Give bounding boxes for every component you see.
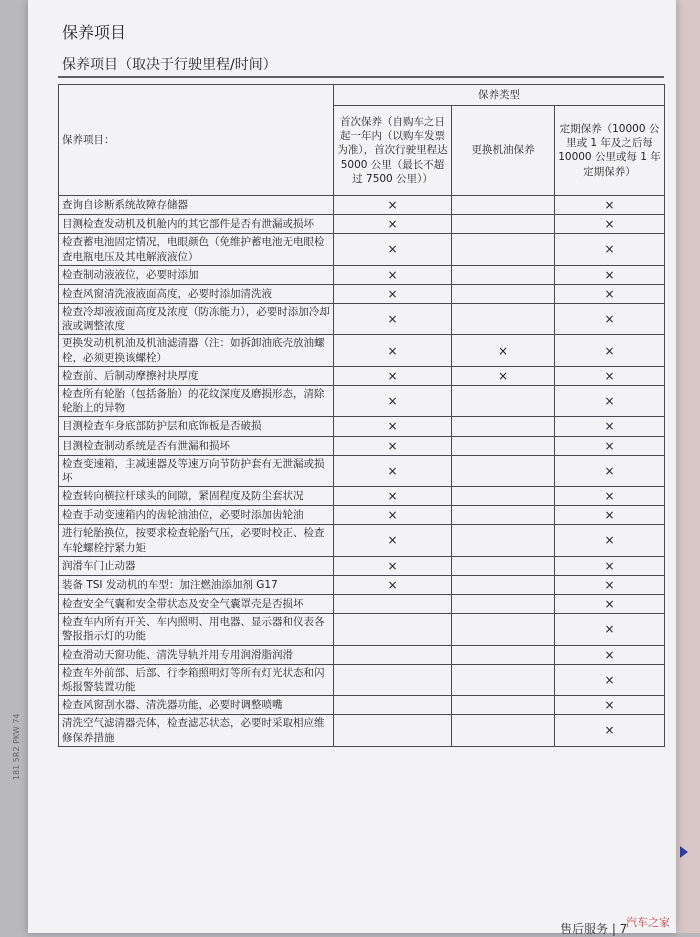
check-mark-cell — [452, 215, 555, 234]
check-mark-cell: × — [555, 645, 665, 664]
table-row — [59, 696, 665, 715]
maintenance-item: 检查手动变速箱内的齿轮油油位，必要时添加齿轮油 — [59, 506, 334, 525]
check-mark-cell: × — [555, 385, 665, 416]
check-mark-cell: × — [555, 525, 665, 556]
maintenance-item: 查询自诊断系统故障存储器 — [59, 196, 334, 215]
table-row — [59, 366, 665, 385]
maintenance-item: 检查制动液液位，必要时添加 — [59, 265, 334, 284]
check-mark-cell — [452, 417, 555, 436]
maintenance-item: 进行轮胎换位，按要求检查轮胎气压，必要时校正、检查车轮螺栓拧紧力矩 — [59, 525, 334, 556]
check-mark-cell — [334, 664, 452, 695]
check-mark-cell — [452, 506, 555, 525]
maintenance-item: 检查前、后制动摩擦衬块厚度 — [59, 366, 334, 385]
maintenance-item: 检查安全气囊和安全带状态及安全气囊罩壳是否损坏 — [59, 595, 334, 614]
check-mark-cell — [452, 664, 555, 695]
table-row — [59, 614, 665, 645]
check-mark-cell: × — [334, 234, 452, 265]
check-mark-cell — [452, 525, 555, 556]
check-mark-cell: × — [334, 335, 452, 366]
table-row — [59, 645, 665, 664]
check-mark-cell: × — [334, 556, 452, 575]
check-mark-cell: × — [334, 385, 452, 416]
check-mark-cell: × — [555, 215, 665, 234]
header-oil-change: 更换机油保养 — [452, 105, 555, 195]
check-mark-cell — [452, 556, 555, 575]
header-first-service: 首次保养（自购车之日起一年内（以购车发票为准），首次行驶里程达 5000 公里（最长不超过 7500 公里）） — [334, 105, 452, 195]
maintenance-item: 目测检查制动系统是否有泄漏和损坏 — [59, 436, 334, 455]
section-title: 保养项目 — [62, 23, 127, 42]
check-mark-cell — [452, 196, 555, 215]
maintenance-table — [58, 84, 665, 747]
maintenance-item: 检查风窗清洗液液面高度，必要时添加清洗液 — [59, 284, 334, 303]
check-mark-cell — [452, 265, 555, 284]
check-mark-cell — [452, 575, 555, 594]
table-row — [59, 487, 665, 506]
maintenance-item: 检查风窗刮水器、清洗器功能，必要时调整喷嘴 — [59, 696, 334, 715]
check-mark-cell: × — [555, 595, 665, 614]
maintenance-item: 润滑车门止动器 — [59, 556, 334, 575]
check-mark-cell: × — [555, 335, 665, 366]
maintenance-item: 装备 TSI 发动机的车型：加注燃油添加剂 G17 — [59, 575, 334, 594]
table-row — [59, 234, 665, 265]
check-mark-cell: × — [334, 265, 452, 284]
table-row — [59, 284, 665, 303]
header-periodic-service: 定期保养（10000 公里或 1 年及之后每 10000 公里或每 1 年定期保养） — [555, 105, 665, 195]
maintenance-item: 目测检查发动机及机舱内的其它部件是否有泄漏或损坏 — [59, 215, 334, 234]
check-mark-cell: × — [555, 556, 665, 575]
table-row — [59, 715, 665, 746]
check-mark-cell: × — [555, 664, 665, 695]
check-mark-cell — [452, 614, 555, 645]
header-type: 保养类型 — [334, 85, 665, 106]
check-mark-cell — [334, 715, 452, 746]
table-row — [59, 385, 665, 416]
check-mark-cell: × — [555, 234, 665, 265]
check-mark-cell — [452, 715, 555, 746]
table-row — [59, 196, 665, 215]
table-subtitle: 保养项目（取决于行驶里程/时间） — [62, 57, 277, 73]
check-mark-cell — [452, 385, 555, 416]
table-row — [59, 215, 665, 234]
maintenance-item: 清洗空气滤清器壳体，检查滤芯状态，必要时采取相应维修保养措施 — [59, 715, 334, 746]
maintenance-item: 检查蓄电池固定情况，电眼颜色（免维护蓄电池无电眼检查电瓶电压及其电解液液位） — [59, 234, 334, 265]
check-mark-cell — [452, 696, 555, 715]
check-mark-cell: × — [334, 196, 452, 215]
table-row — [59, 455, 665, 486]
maintenance-item: 更换发动机机油及机油滤清器（注：如拆卸油底壳放油螺栓，必须更换该螺栓） — [59, 335, 334, 366]
table-row — [59, 575, 665, 594]
check-mark-cell — [334, 696, 452, 715]
check-mark-cell: × — [555, 506, 665, 525]
side-print-code: 181 5R2 PKW 74 — [12, 713, 21, 780]
check-mark-cell — [452, 234, 555, 265]
check-mark-cell: × — [334, 304, 452, 335]
check-mark-cell — [452, 595, 555, 614]
check-mark-cell: × — [555, 265, 665, 284]
maintenance-item: 检查车外前部、后部、行李箱照明灯等所有灯光状态和闪烁报警装置功能 — [59, 664, 334, 695]
maintenance-item: 检查车内所有开关、车内照明、用电器、显示器和仪表各警报指示灯的功能 — [59, 614, 334, 645]
check-mark-cell: × — [334, 366, 452, 385]
check-mark-cell: × — [555, 575, 665, 594]
check-mark-cell — [452, 645, 555, 664]
maintenance-item: 目测检查车身底部防护层和底饰板是否破损 — [59, 417, 334, 436]
check-mark-cell — [452, 436, 555, 455]
table-row — [59, 595, 665, 614]
check-mark-cell: × — [334, 506, 452, 525]
maintenance-item: 检查变速箱，主减速器及等速万向节防护套有无泄漏或损坏 — [59, 455, 334, 486]
check-mark-cell: × — [555, 455, 665, 486]
check-mark-cell: × — [452, 366, 555, 385]
check-mark-cell — [452, 284, 555, 303]
table-row — [59, 335, 665, 366]
check-mark-cell: × — [334, 575, 452, 594]
check-mark-cell: × — [555, 715, 665, 746]
maintenance-item: 检查滑动天窗功能、清洗导轨并用专用润滑脂润滑 — [59, 645, 334, 664]
table-row — [59, 506, 665, 525]
check-mark-cell: × — [334, 525, 452, 556]
check-mark-cell: × — [555, 614, 665, 645]
table-row — [59, 664, 665, 695]
check-mark-cell: × — [555, 284, 665, 303]
check-mark-cell: × — [555, 696, 665, 715]
check-mark-cell — [452, 304, 555, 335]
check-mark-cell: × — [334, 487, 452, 506]
table-row — [59, 304, 665, 335]
page-footer: 售后服务 | 7 — [560, 922, 628, 936]
table-row — [59, 436, 665, 455]
header-item: 保养项目： — [59, 85, 334, 196]
check-mark-cell — [334, 595, 452, 614]
maintenance-item: 检查冷却液液面高度及浓度（防冻能力），必要时添加冷却液或调整浓度 — [59, 304, 334, 335]
check-mark-cell — [452, 487, 555, 506]
next-page-arrow-icon — [680, 846, 688, 858]
check-mark-cell — [334, 645, 452, 664]
check-mark-cell: × — [334, 215, 452, 234]
check-mark-cell: × — [452, 335, 555, 366]
watermark: 汽车之家 — [626, 916, 670, 929]
table-row — [59, 556, 665, 575]
check-mark-cell: × — [555, 417, 665, 436]
check-mark-cell: × — [555, 436, 665, 455]
check-mark-cell: × — [334, 417, 452, 436]
check-mark-cell — [334, 614, 452, 645]
table-row — [59, 417, 665, 436]
check-mark-cell — [452, 455, 555, 486]
check-mark-cell: × — [334, 436, 452, 455]
maintenance-item: 检查所有轮胎（包括备胎）的花纹深度及磨损形态，清除轮胎上的异物 — [59, 385, 334, 416]
maintenance-item: 检查转向横拉杆球头的间隙，紧固程度及防尘套状况 — [59, 487, 334, 506]
table-row — [59, 265, 665, 284]
check-mark-cell: × — [334, 455, 452, 486]
check-mark-cell: × — [555, 366, 665, 385]
title-rule — [58, 76, 664, 78]
check-mark-cell: × — [555, 196, 665, 215]
check-mark-cell: × — [555, 487, 665, 506]
table-row — [59, 525, 665, 556]
check-mark-cell: × — [555, 304, 665, 335]
check-mark-cell: × — [334, 284, 452, 303]
